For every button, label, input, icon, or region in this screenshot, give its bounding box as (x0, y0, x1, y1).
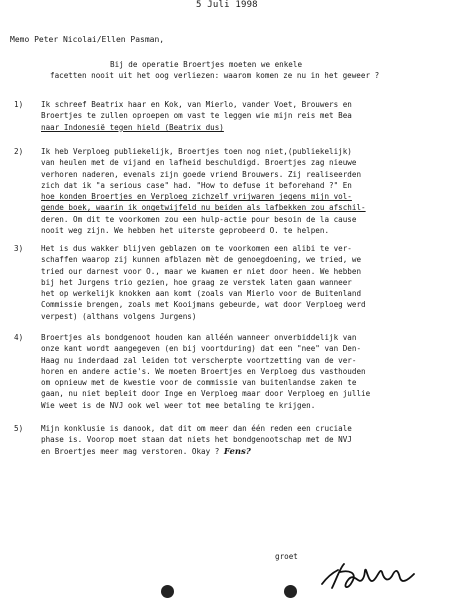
text-line: schaffen waarop zij kunnen afblazen mèt de genoegdoening, we tried, we (41, 255, 362, 265)
text-line: Ik schreef Beatrix haar en Kok, van Mierlo, vander Voet, Brouwers en (41, 100, 352, 109)
text-line: Het is dus wakker blijven geblazen om te voorkomen een alibi te ver- (41, 244, 352, 253)
text-line: bij het Jurgens trio gezien, hoe graag ze verstek laten gaan wanneer (41, 277, 352, 287)
intro-paragraph (50, 59, 450, 82)
text-line: en Broertjes meer mag verstoren. Okay ? Fens? (41, 446, 251, 457)
punch-hole (161, 585, 174, 598)
point-number: 3) (14, 244, 24, 253)
point-text (41, 99, 446, 133)
text-line: tried our darnest voor O., maar we kwamen er niet door heen. We hebben (41, 266, 362, 276)
point-text (41, 332, 446, 411)
memo-addressee: Memo Peter Nicolai/Ellen Pasman, (10, 35, 165, 44)
text-line: nooit weg zijn. We hebben het uiterste geprobeerd O. te helpen. (41, 226, 330, 236)
handwritten-note: Fens? (223, 446, 251, 457)
text-line: gaan, nu niet bepleit door Inge en Verploeg maar door Verploeg en jullie (41, 389, 371, 399)
letter-date: 5 Juli 1998 (196, 0, 258, 10)
text-line: hoe konden Broertjes en Verploeg zichzelf vrijwaren jegens mijn vol- (41, 192, 352, 202)
point-number: 5) (14, 424, 24, 433)
intro-line: Bij de operatie Broertjes moeten we enkele (110, 60, 303, 69)
text-line: het op werkelijk knokken aan komt (zoals van Mierlo voor de Buitenland (41, 289, 362, 299)
text-line: verpest) (althans volgens Jurgens) (41, 311, 197, 321)
punch-hole (284, 585, 297, 598)
text-line: Ik heb Verploeg publiekelijk, Broertjes toen nog niet,(publiekelijk) (41, 147, 352, 156)
text-line: Haag nu inderdaad zal leiden tot verscherpte voortzetting van de ver- (41, 355, 357, 365)
text-line: om opnieuw met de kwestie voor de commissie van buitenlandse zaken te (41, 378, 357, 388)
point-number: 1) (14, 100, 24, 109)
text-line: horen en andere actie's. We moeten Broertjes en Verploeg dus vasthouden (41, 366, 366, 376)
text-line: zich dat ik "a serious case" had. "How to defuse it beforehand ?" En (41, 180, 352, 190)
text-line: Wie weet is de NVJ ook wel weer tot mee betaling te krijgen. (41, 400, 316, 410)
intro-line: facetten nooit uit het oog verliezen: waarom komen ze nu in het geweer ? (50, 71, 380, 81)
text-line: van heulen met de vijand en lafheid beschuldigd. Broertjes zag nieuwe (41, 158, 357, 168)
point-number: 2) (14, 147, 24, 156)
point-text (41, 146, 446, 236)
text-line: deren. Om dit te voorkomen zou een hulp-actie pour besoin de la cause (41, 214, 357, 224)
text-line: Commissie brengen, zoals met Kooijmans gebeurde, wat door Verploeg werd (41, 300, 366, 310)
text-line: gende boek, waarin ik ongetwijfeld nu beiden als lafbekken zou afschil- (41, 203, 366, 213)
point-text (41, 423, 446, 458)
text-line: naar Indonesië tegen hield (Beatrix dus) (41, 122, 224, 132)
text-line: verhoren naderen, evenals zijn goede vriend Brouwers. Zij realiseerden (41, 169, 362, 179)
handwritten-signature (318, 558, 418, 594)
point-number: 4) (14, 333, 24, 342)
text-line: Broertjes als bondgenoot houden kan alléén wanneer onverbiddelijk van (41, 333, 357, 342)
text-line: onze kant wordt aangegeven (en bij voortduring) dat een "nee" van Den- (41, 344, 362, 354)
text-line: Broertjes te zullen oproepen om vast te leggen wie mijn reis met Bea (41, 111, 352, 121)
text-line: Mijn konklusie is danook, dat dit om meer dan één reden een cruciale (41, 424, 352, 433)
closing-greeting: groet (275, 552, 298, 561)
point-text (41, 243, 446, 322)
text-line: phase is. Voorop moet staan dat niets het bondgenootschap met de NVJ (41, 435, 352, 445)
